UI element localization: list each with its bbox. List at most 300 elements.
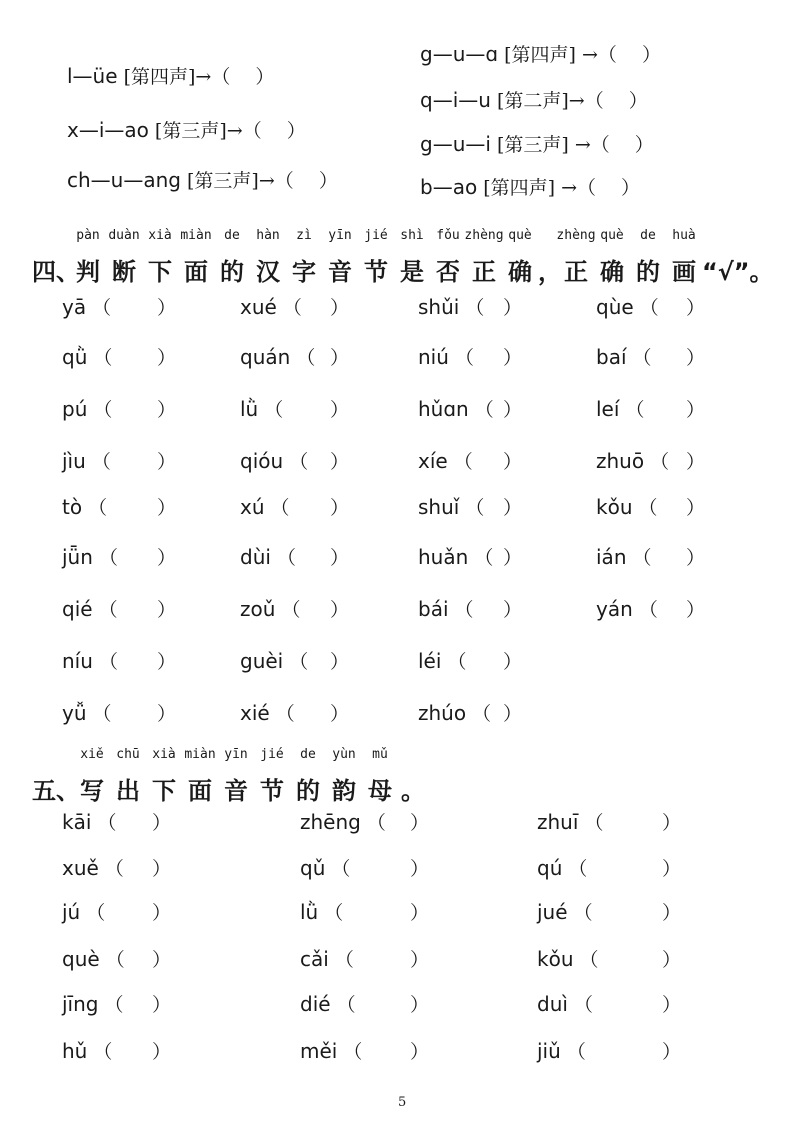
hanzi-char: “√”。 xyxy=(702,258,774,286)
syllable-item xyxy=(418,493,523,520)
answer-blank-close[interactable]: ） xyxy=(410,858,430,880)
heading-char xyxy=(358,228,394,287)
syllable: quán xyxy=(240,345,291,369)
syllable-item xyxy=(62,543,177,570)
pinyin-annotation: de xyxy=(224,228,240,243)
heading-char xyxy=(464,228,504,287)
syllable-item xyxy=(240,699,350,726)
syllable-item xyxy=(240,493,350,520)
answer-blank-close[interactable]: ） xyxy=(330,651,350,673)
hanzi-char: 否 xyxy=(436,258,460,286)
answer-blank-open[interactable]: （ xyxy=(87,399,113,421)
answer-blank-close[interactable]: ） xyxy=(503,547,523,569)
heading-char xyxy=(502,228,538,287)
answer-blank-open[interactable]: （ xyxy=(560,1041,586,1063)
syllable-item xyxy=(240,647,350,674)
pinyin-annotation: hàn xyxy=(256,228,280,243)
heading-char xyxy=(362,747,398,806)
answer-blank-close[interactable]: ） xyxy=(503,451,523,473)
hanzi-char: ， xyxy=(538,258,562,286)
syllable-item xyxy=(596,595,706,622)
heading-char xyxy=(70,228,106,287)
hanzi-char: 下 xyxy=(152,777,176,805)
syllable-item xyxy=(418,343,523,370)
tone-instruction: [第二声]→ xyxy=(490,90,585,112)
spelling-item-right-0 xyxy=(420,40,661,67)
heading-char xyxy=(430,228,466,287)
answer-blank-open[interactable]: （ xyxy=(567,902,593,924)
pinyin-annotation: jié xyxy=(260,747,284,762)
syllable-item xyxy=(537,898,682,925)
hanzi-char: 出 xyxy=(116,777,140,805)
syllable: dié xyxy=(300,992,331,1016)
syllable: lǜ xyxy=(300,900,319,924)
syllable: jǖn xyxy=(62,545,93,569)
syllable-item xyxy=(537,854,682,881)
answer-blank-close[interactable]: ） xyxy=(157,497,177,519)
spelling-item-right-3 xyxy=(420,173,640,200)
answer-blank[interactable]: （ ） xyxy=(211,66,275,88)
syllable-item xyxy=(62,990,172,1017)
answer-blank-open[interactable]: （ xyxy=(573,949,599,971)
answer-blank-open[interactable]: （ xyxy=(360,812,386,834)
spelling-item-left-1 xyxy=(67,116,306,143)
hanzi-char: 面 xyxy=(184,258,208,286)
answer-blank-open[interactable]: （ xyxy=(578,812,604,834)
spelling-syllable: l—üe xyxy=(67,64,118,88)
syllable-item xyxy=(596,293,706,320)
syllable: hǔɑn xyxy=(418,397,469,421)
answer-blank-open[interactable]: （ xyxy=(619,399,645,421)
heading-char xyxy=(218,747,254,806)
syllable: yán xyxy=(596,597,633,621)
heading-char xyxy=(322,228,358,287)
hanzi-char: 的 xyxy=(296,777,320,805)
answer-blank-open[interactable]: （ xyxy=(264,497,290,519)
answer-blank-open[interactable]: （ xyxy=(91,812,117,834)
hanzi-char: 音 xyxy=(224,777,248,805)
syllable-item xyxy=(62,898,172,925)
heading-char xyxy=(398,771,428,806)
answer-blank[interactable]: （ ） xyxy=(584,90,648,112)
syllable-item xyxy=(300,945,430,972)
answer-blank-open[interactable]: （ xyxy=(466,703,492,725)
tone-instruction: [第四声]→ xyxy=(117,66,212,88)
heading-char xyxy=(290,747,326,806)
answer-blank-open[interactable]: （ xyxy=(459,497,485,519)
syllable: xíe xyxy=(418,449,448,473)
pinyin-annotation: xià xyxy=(152,747,176,762)
pinyin-annotation: yùn xyxy=(332,747,356,762)
syllable: duì xyxy=(537,992,568,1016)
hanzi-char: 汉 xyxy=(256,258,280,286)
answer-blank-open[interactable]: （ xyxy=(276,297,302,319)
answer-blank-close[interactable]: ） xyxy=(686,297,706,319)
syllable: měi xyxy=(300,1039,338,1063)
syllable: cǎi xyxy=(300,947,329,971)
answer-blank-open[interactable]: （ xyxy=(87,347,113,369)
answer-blank[interactable]: （ ） xyxy=(597,44,661,66)
hanzi-char: 母 xyxy=(368,777,392,805)
syllable: níu xyxy=(62,649,93,673)
syllable-item xyxy=(62,395,177,422)
pinyin-annotation: jié xyxy=(364,228,388,243)
hanzi-char: 节 xyxy=(364,258,388,286)
hanzi-char: 字 xyxy=(292,258,316,286)
syllable: ián xyxy=(596,545,627,569)
syllable-item xyxy=(596,343,706,370)
syllable-item xyxy=(62,493,177,520)
answer-blank-open[interactable]: （ xyxy=(633,297,659,319)
heading-char xyxy=(594,228,630,287)
answer-blank[interactable]: （ ） xyxy=(577,177,641,199)
hanzi-char: 五、 xyxy=(32,777,80,805)
syllable: hǔ xyxy=(62,1039,88,1063)
hanzi-char: 正 xyxy=(472,258,496,286)
answer-blank-close[interactable]: ） xyxy=(410,812,430,834)
hanzi-char: 。 xyxy=(401,777,425,805)
answer-blank-close[interactable]: ） xyxy=(330,451,350,473)
answer-blank-close[interactable]: ） xyxy=(330,703,350,725)
answer-blank-close[interactable]: ） xyxy=(686,399,706,421)
answer-blank-open[interactable]: （ xyxy=(459,297,485,319)
answer-blank-open[interactable]: （ xyxy=(99,949,125,971)
answer-blank-open[interactable]: （ xyxy=(644,451,670,473)
syllable-item xyxy=(62,1037,172,1064)
heading-char xyxy=(702,252,772,287)
heading-char xyxy=(142,228,178,287)
pinyin-annotation: de xyxy=(300,747,316,762)
answer-blank-close[interactable]: ） xyxy=(662,949,682,971)
answer-blank-close[interactable]: ） xyxy=(503,399,523,421)
heading-char xyxy=(326,747,362,806)
pinyin-annotation: què xyxy=(600,228,624,243)
syllable-item xyxy=(537,945,682,972)
syllable-item xyxy=(537,808,682,835)
syllable-item xyxy=(62,854,172,881)
answer-blank-open[interactable]: （ xyxy=(86,703,112,725)
answer-blank-close[interactable]: ） xyxy=(330,297,350,319)
answer-blank-open[interactable]: （ xyxy=(80,902,106,924)
pinyin-annotation: zhèng xyxy=(556,228,596,243)
heading-char xyxy=(286,228,322,287)
answer-blank-open[interactable]: （ xyxy=(632,599,658,621)
syllable: qú xyxy=(537,856,563,880)
answer-blank-open[interactable]: （ xyxy=(82,497,108,519)
answer-blank-close[interactable]: ） xyxy=(686,347,706,369)
syllable: niú xyxy=(418,345,449,369)
syllable-item xyxy=(596,447,706,474)
syllable: qióu xyxy=(240,449,284,473)
syllable-item xyxy=(62,699,177,726)
syllable-item xyxy=(300,808,430,835)
syllable: zhuī xyxy=(537,810,579,834)
syllable-item xyxy=(62,595,177,622)
answer-blank-close[interactable]: ） xyxy=(686,547,706,569)
answer-blank-close[interactable]: ） xyxy=(503,497,523,519)
hanzi-char: 的 xyxy=(636,258,660,286)
syllable-item xyxy=(596,395,706,422)
answer-blank-open[interactable]: （ xyxy=(258,399,284,421)
hanzi-char: 判 xyxy=(76,258,100,286)
answer-blank-open[interactable]: （ xyxy=(98,994,124,1016)
syllable: tò xyxy=(62,495,83,519)
answer-blank-open[interactable]: （ xyxy=(468,399,494,421)
heading-char xyxy=(254,747,290,806)
answer-blank-close[interactable]: ） xyxy=(410,902,430,924)
answer-blank-close[interactable]: ） xyxy=(152,994,172,1016)
syllable-item xyxy=(418,395,523,422)
answer-blank-open[interactable]: （ xyxy=(325,858,351,880)
tone-instruction: [第三声]→ xyxy=(148,120,243,142)
answer-blank-close[interactable]: ） xyxy=(152,902,172,924)
answer-blank-open[interactable]: （ xyxy=(270,547,296,569)
hanzi-char: 确 xyxy=(508,258,532,286)
answer-blank-close[interactable]: ） xyxy=(662,812,682,834)
answer-blank-open[interactable]: （ xyxy=(337,1041,363,1063)
hanzi-char: 节 xyxy=(260,777,284,805)
answer-blank-close[interactable]: ） xyxy=(686,599,706,621)
answer-blank-open[interactable]: （ xyxy=(87,1041,113,1063)
syllable-item xyxy=(418,647,523,674)
syllable-item xyxy=(537,990,682,1017)
answer-blank-open[interactable]: （ xyxy=(269,703,295,725)
pinyin-annotation: miàn xyxy=(184,747,216,762)
syllable-item xyxy=(418,595,523,622)
tone-instruction: [第四声] → xyxy=(477,177,578,199)
answer-blank-close[interactable]: ） xyxy=(157,599,177,621)
answer-blank-close[interactable]: ） xyxy=(157,703,177,725)
answer-blank-open[interactable]: （ xyxy=(447,451,473,473)
heading-char xyxy=(110,747,146,806)
answer-blank-open[interactable]: （ xyxy=(98,858,124,880)
syllable: guèi xyxy=(240,649,284,673)
answer-blank-close[interactable]: ） xyxy=(503,599,523,621)
syllable-item xyxy=(300,990,430,1017)
syllable: kǒu xyxy=(537,947,574,971)
answer-blank-open[interactable]: （ xyxy=(283,451,309,473)
syllable: qǜ xyxy=(62,345,88,369)
pinyin-annotation: de xyxy=(640,228,656,243)
answer-blank-open[interactable]: （ xyxy=(92,651,118,673)
syllable: qǔ xyxy=(300,856,326,880)
answer-blank-open[interactable]: （ xyxy=(92,599,118,621)
answer-blank-close[interactable]: ） xyxy=(662,1041,682,1063)
syllable-item xyxy=(62,647,177,674)
answer-blank-close[interactable]: ） xyxy=(410,949,430,971)
syllable: shǔi xyxy=(418,295,460,319)
answer-blank-open[interactable]: （ xyxy=(290,347,316,369)
answer-blank-open[interactable]: （ xyxy=(448,347,474,369)
pinyin-annotation: mǔ xyxy=(372,747,388,762)
page-number: 5 xyxy=(398,1095,407,1110)
syllable: leí xyxy=(596,397,620,421)
syllable: yǚ xyxy=(62,701,87,725)
heading-char xyxy=(182,747,218,806)
syllable-item xyxy=(240,595,350,622)
answer-blank-close[interactable]: ） xyxy=(330,347,350,369)
answer-blank-close[interactable]: ） xyxy=(330,399,350,421)
answer-blank-close[interactable]: ） xyxy=(157,547,177,569)
answer-blank-open[interactable]: （ xyxy=(275,599,301,621)
syllable-item xyxy=(300,898,430,925)
answer-blank-close[interactable]: ） xyxy=(157,347,177,369)
syllable: shuǐ xyxy=(418,495,460,519)
hanzi-char: 四、 xyxy=(32,258,80,286)
syllable: dùi xyxy=(240,545,271,569)
pinyin-annotation: shì xyxy=(400,228,424,243)
spelling-syllable: b—ao xyxy=(420,175,478,199)
answer-blank-open[interactable]: （ xyxy=(626,347,652,369)
answer-blank-close[interactable]: ） xyxy=(410,994,430,1016)
answer-blank-close[interactable]: ） xyxy=(662,858,682,880)
syllable-item xyxy=(596,543,706,570)
syllable: qié xyxy=(62,597,93,621)
syllable-item xyxy=(240,395,350,422)
syllable-item xyxy=(240,343,350,370)
syllable-item xyxy=(596,493,706,520)
heading-char xyxy=(630,228,666,287)
syllable: yā xyxy=(62,295,87,319)
syllable: pú xyxy=(62,397,88,421)
hanzi-char: 韵 xyxy=(332,777,356,805)
answer-blank-close[interactable]: ） xyxy=(330,497,350,519)
answer-blank-open[interactable]: （ xyxy=(330,994,356,1016)
tone-instruction: [第三声] → xyxy=(490,134,591,156)
syllable-item xyxy=(240,543,350,570)
heading-char xyxy=(32,771,80,806)
tone-instruction: [第四声] → xyxy=(498,44,598,66)
syllable: bái xyxy=(418,597,449,621)
answer-blank[interactable]: （ ） xyxy=(242,120,306,142)
answer-blank-close[interactable]: ） xyxy=(503,297,523,319)
syllable-item xyxy=(240,447,350,474)
spelling-item-right-2 xyxy=(420,130,654,157)
spelling-syllable: q—i—u xyxy=(420,88,491,112)
answer-blank-close[interactable]: ） xyxy=(686,451,706,473)
pinyin-annotation: duàn xyxy=(108,228,140,243)
heading-char xyxy=(538,252,562,287)
answer-blank-open[interactable]: （ xyxy=(441,651,467,673)
answer-blank[interactable]: （ ） xyxy=(590,134,654,156)
answer-blank-close[interactable]: ） xyxy=(330,599,350,621)
syllable: què xyxy=(62,947,100,971)
heading-char xyxy=(666,228,702,287)
syllable-item xyxy=(418,699,523,726)
spelling-item-left-2 xyxy=(67,166,338,193)
syllable: kāi xyxy=(62,810,92,834)
heading-char xyxy=(556,228,596,287)
syllable: xué xyxy=(240,295,277,319)
hanzi-char: 画 xyxy=(672,258,696,286)
answer-blank-close[interactable]: ） xyxy=(152,812,172,834)
syllable-item xyxy=(418,447,523,474)
syllable-item xyxy=(300,854,430,881)
syllable: jué xyxy=(537,900,568,924)
pinyin-annotation: xià xyxy=(148,228,172,243)
syllable: jìu xyxy=(62,449,86,473)
tone-instruction: [第三声]→ xyxy=(180,170,275,192)
syllable: huǎn xyxy=(418,545,469,569)
syllable-item xyxy=(418,293,523,320)
answer-blank-open[interactable]: （ xyxy=(85,451,111,473)
heading-char xyxy=(32,252,80,287)
answer-blank-close[interactable]: ） xyxy=(157,451,177,473)
answer-blank-close[interactable]: ） xyxy=(152,858,172,880)
answer-blank-close[interactable]: ） xyxy=(152,949,172,971)
hanzi-char: 断 xyxy=(112,258,136,286)
answer-blank-close[interactable]: ） xyxy=(503,347,523,369)
syllable: xú xyxy=(240,495,265,519)
spelling-item-left-0 xyxy=(67,62,274,89)
answer-blank-open[interactable]: （ xyxy=(328,949,354,971)
answer-blank-close[interactable]: ） xyxy=(152,1041,172,1063)
answer-blank-open[interactable]: （ xyxy=(626,547,652,569)
syllable: baí xyxy=(596,345,627,369)
answer-blank-close[interactable]: ） xyxy=(157,297,177,319)
answer-blank-open[interactable]: （ xyxy=(283,651,309,673)
answer-blank-close[interactable]: ） xyxy=(157,399,177,421)
heading-char xyxy=(178,228,214,287)
syllable: zoǔ xyxy=(240,597,276,621)
hanzi-char: 正 xyxy=(564,258,588,286)
answer-blank-close[interactable]: ） xyxy=(662,902,682,924)
syllable-item xyxy=(62,447,177,474)
pinyin-annotation: xiě xyxy=(80,747,104,762)
syllable-item xyxy=(240,293,350,320)
answer-blank-close[interactable]: ） xyxy=(330,547,350,569)
answer-blank-open[interactable]: （ xyxy=(318,902,344,924)
answer-blank-open[interactable]: （ xyxy=(86,297,112,319)
syllable: jiǔ xyxy=(537,1039,561,1063)
hanzi-char: 面 xyxy=(188,777,212,805)
pinyin-annotation: zì xyxy=(296,228,312,243)
spelling-syllable: ch—u—ang xyxy=(67,168,181,192)
syllable: zhúo xyxy=(418,701,467,725)
heading-char xyxy=(106,228,142,287)
pinyin-annotation: miàn xyxy=(180,228,212,243)
heading-char xyxy=(146,747,182,806)
syllable: qùe xyxy=(596,295,634,319)
hanzi-char: 音 xyxy=(328,258,352,286)
spelling-syllable: g—u—ɑ xyxy=(420,42,499,66)
syllable: xuě xyxy=(62,856,99,880)
answer-blank-close[interactable]: ） xyxy=(503,703,523,725)
answer-blank-close[interactable]: ） xyxy=(503,651,523,673)
answer-blank-close[interactable]: ） xyxy=(662,994,682,1016)
answer-blank[interactable]: （ ） xyxy=(274,170,338,192)
answer-blank-open[interactable]: （ xyxy=(567,994,593,1016)
answer-blank-close[interactable]: ） xyxy=(157,651,177,673)
syllable-item xyxy=(62,945,172,972)
pinyin-annotation: yīn xyxy=(224,747,248,762)
syllable-item xyxy=(537,1037,682,1064)
spelling-syllable: g—u—i xyxy=(420,132,491,156)
answer-blank-open[interactable]: （ xyxy=(468,547,494,569)
answer-blank-close[interactable]: ） xyxy=(410,1041,430,1063)
answer-blank-close[interactable]: ） xyxy=(686,497,706,519)
answer-blank-open[interactable]: （ xyxy=(92,547,118,569)
answer-blank-open[interactable]: （ xyxy=(448,599,474,621)
section4-heading xyxy=(32,228,774,287)
heading-char xyxy=(74,747,110,806)
answer-blank-open[interactable]: （ xyxy=(632,497,658,519)
syllable-item xyxy=(300,1037,430,1064)
pinyin-annotation: pàn xyxy=(76,228,100,243)
syllable: léi xyxy=(418,649,442,673)
answer-blank-open[interactable]: （ xyxy=(562,858,588,880)
pinyin-annotation: yīn xyxy=(328,228,352,243)
